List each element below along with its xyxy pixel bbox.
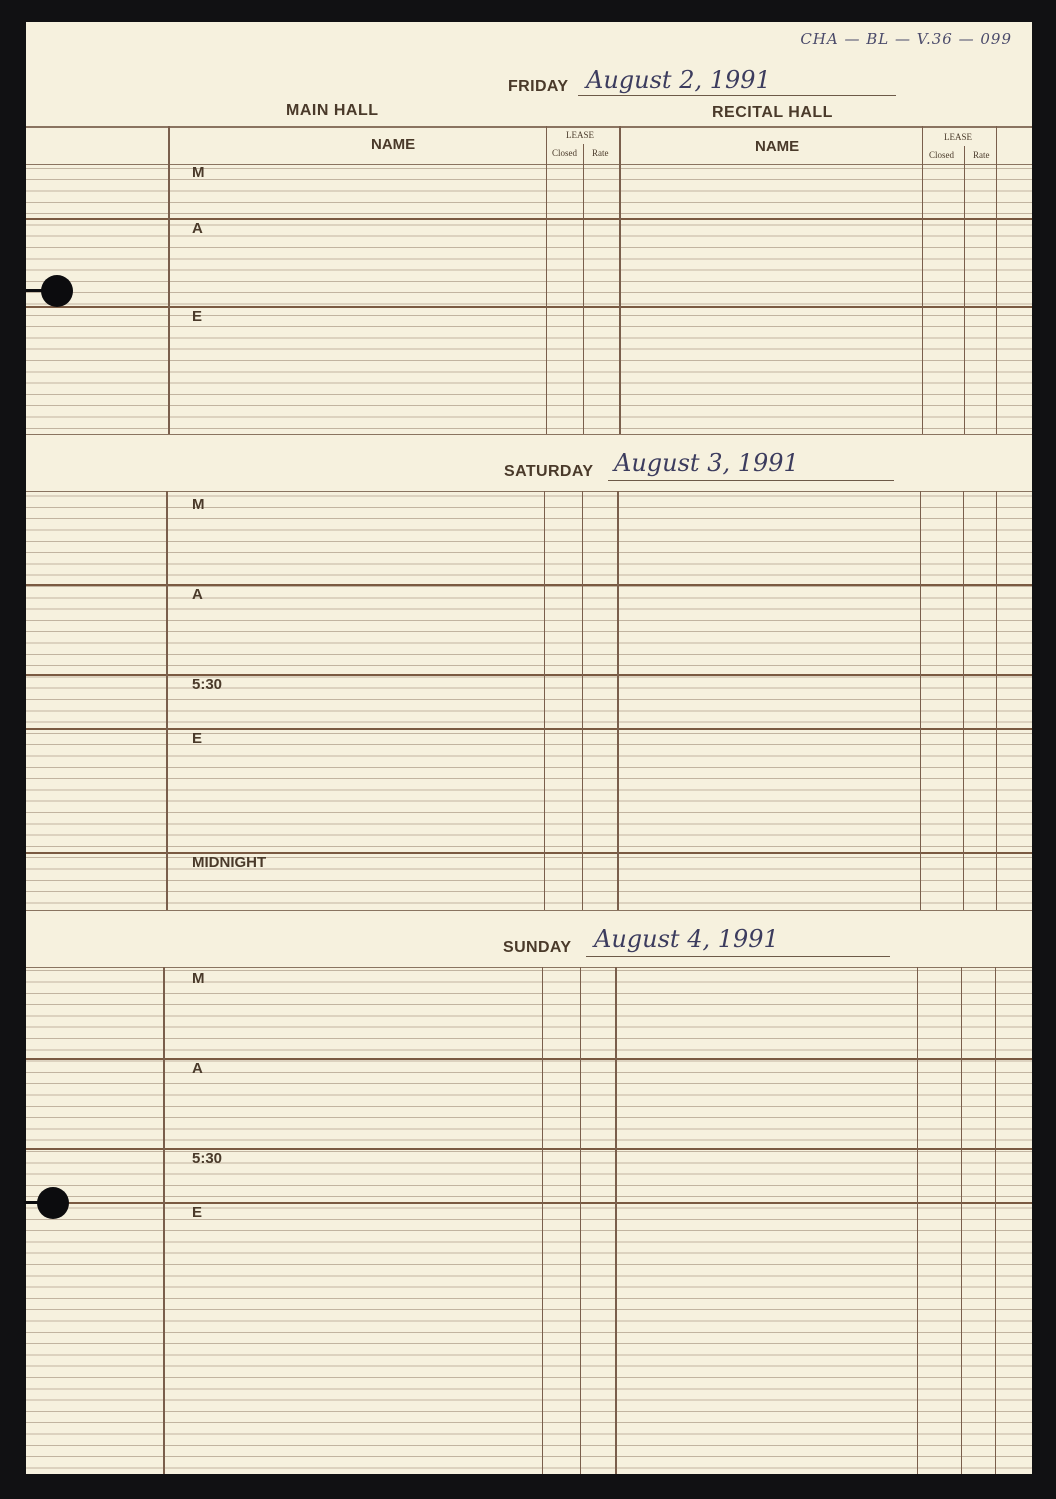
day-label-saturday: SATURDAY xyxy=(504,463,594,480)
recital-rate-header: Rate xyxy=(973,150,990,160)
column-header-band xyxy=(26,126,1032,165)
column-rule xyxy=(963,491,964,910)
column-rule xyxy=(920,491,921,910)
column-rule xyxy=(163,967,165,1474)
main-lease-header: LEASE xyxy=(566,130,594,140)
slot-label: MIDNIGHT xyxy=(192,854,267,871)
section-divider xyxy=(26,674,1032,676)
column-rule xyxy=(996,491,997,910)
slot-label: A xyxy=(192,1060,203,1077)
slot-label: E xyxy=(192,308,203,325)
section-divider xyxy=(26,218,1032,220)
binder-hole xyxy=(41,275,73,307)
column-rule xyxy=(580,967,581,1474)
section-divider xyxy=(26,1148,1032,1150)
archive-reference: CHA — BL — V.36 — 099 xyxy=(800,30,1012,48)
slot-label: E xyxy=(192,730,203,747)
column-rule xyxy=(546,126,547,434)
column-rule xyxy=(619,126,621,434)
binder-hole xyxy=(37,1187,69,1219)
slot-label: E xyxy=(192,1204,203,1221)
day-date-sunday: August 4, 1991 xyxy=(594,925,779,953)
recital-lease-header: LEASE xyxy=(944,132,972,142)
column-rule xyxy=(964,146,965,434)
section-divider xyxy=(26,584,1032,586)
day-header-saturday xyxy=(26,434,1032,492)
recital-name-column-header: NAME xyxy=(752,138,802,155)
column-rule xyxy=(168,126,170,434)
recital-closed-header: Closed xyxy=(929,150,955,160)
recital-hall-title: RECITAL HALL xyxy=(708,104,837,122)
column-rule xyxy=(544,491,545,910)
section-divider xyxy=(26,728,1032,730)
section-divider xyxy=(26,306,1032,308)
slot-label: M xyxy=(192,970,205,987)
column-rule xyxy=(922,126,923,434)
date-underline xyxy=(578,95,896,96)
section-divider xyxy=(26,852,1032,854)
slot-label: M xyxy=(192,164,205,181)
section-divider xyxy=(26,1202,1032,1204)
column-rule xyxy=(615,967,617,1474)
column-rule xyxy=(583,144,584,434)
column-rule xyxy=(542,967,543,1474)
column-rule xyxy=(995,967,996,1474)
ledger-page xyxy=(26,22,1032,1474)
column-rule xyxy=(961,967,962,1474)
column-rule xyxy=(582,491,583,910)
main-rate-header: Rate xyxy=(592,148,609,158)
day-header-sunday xyxy=(26,910,1032,968)
column-rule xyxy=(166,491,168,910)
main-name-column-header: NAME xyxy=(368,136,418,153)
day-label-sunday: SUNDAY xyxy=(503,939,572,956)
section-divider xyxy=(26,1058,1032,1060)
main-closed-header: Closed xyxy=(552,148,578,158)
day-date-friday: August 2, 1991 xyxy=(586,66,771,94)
date-underline xyxy=(586,956,890,957)
column-rule xyxy=(996,126,997,434)
slot-label: 5:30 xyxy=(192,1150,223,1167)
slot-label: M xyxy=(192,496,205,513)
slot-label: A xyxy=(192,220,203,237)
slot-label: A xyxy=(192,586,203,603)
day-date-saturday: August 3, 1991 xyxy=(614,449,799,477)
day-label-friday: FRIDAY xyxy=(508,78,569,95)
column-rule xyxy=(917,967,918,1474)
slot-label: 5:30 xyxy=(192,676,223,693)
main-hall-title: MAIN HALL xyxy=(282,102,382,120)
column-rule xyxy=(617,491,619,910)
date-underline xyxy=(608,480,894,481)
